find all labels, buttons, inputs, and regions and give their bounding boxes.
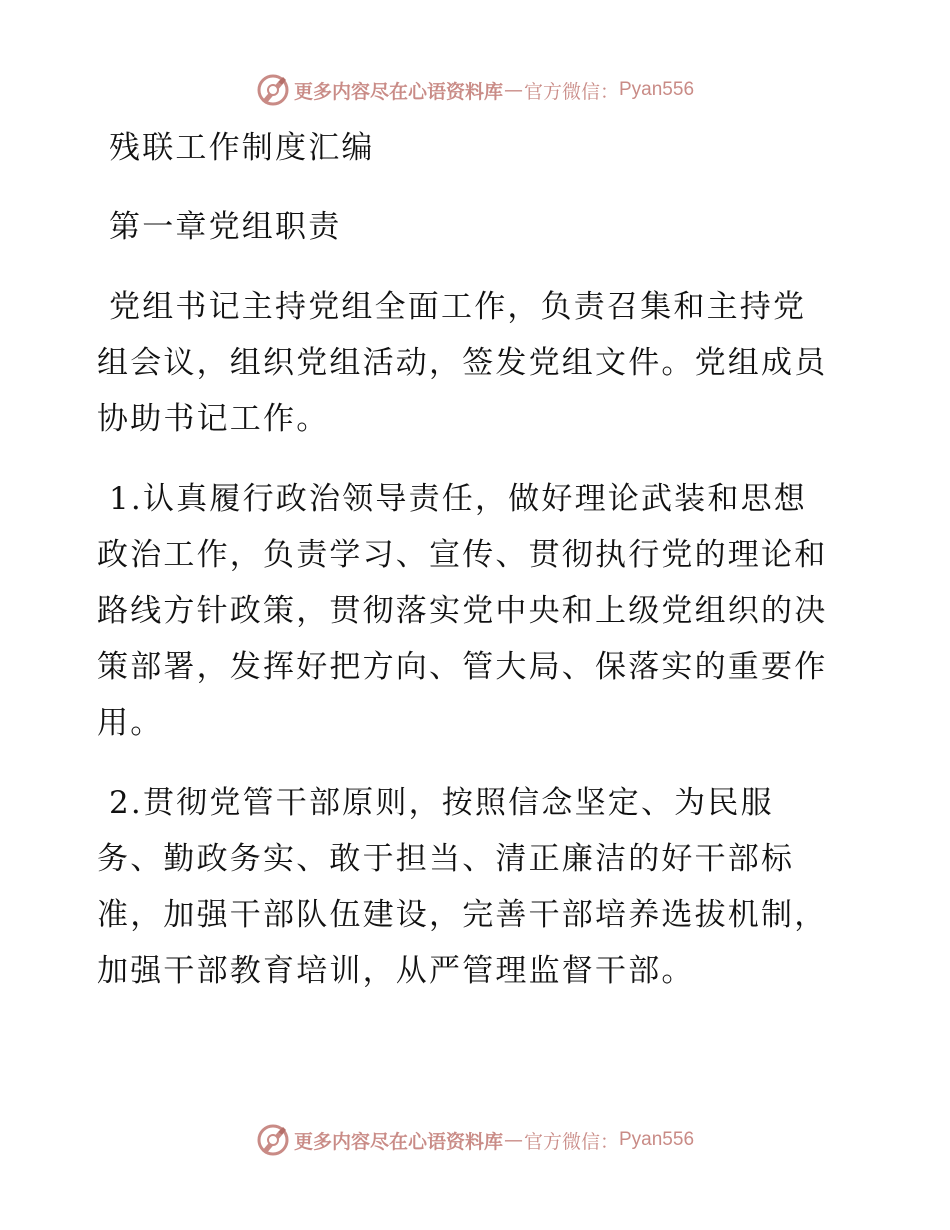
item-2-line: 加强干部教育培训，从严管理监督干部。 bbox=[97, 953, 695, 989]
footer-watermark-banner bbox=[0, 1120, 950, 1160]
banner-sub-text: 官方微信： bbox=[523, 80, 619, 103]
banner-sub-text: 官方微信： bbox=[523, 1130, 619, 1153]
item-2-line: 2.贯彻党管干部原则，按照信念坚定、为民服 bbox=[109, 785, 774, 821]
pen-logo-icon bbox=[256, 1123, 290, 1157]
item-2-paragraph bbox=[97, 775, 857, 999]
item-1-line: 1.认真履行政治领导责任，做好理论武装和思想 bbox=[109, 481, 807, 517]
banner-separator: — bbox=[503, 79, 523, 101]
chapter-heading: 第一章党组职责 bbox=[109, 209, 342, 245]
intro-line: 党组书记主持党组全面工作，负责召集和主持党 bbox=[109, 289, 807, 325]
document-title: 残联工作制度汇编 bbox=[109, 130, 375, 166]
banner-wechat-id: Pyan556 bbox=[619, 79, 695, 100]
intro-line: 组会议，组织党组活动，签发党组文件。党组成员 bbox=[97, 345, 828, 381]
intro-line: 协助书记工作。 bbox=[97, 401, 330, 437]
banner-main-text: 更多内容尽在心语资料库 bbox=[293, 80, 503, 103]
header-watermark-banner bbox=[0, 70, 950, 110]
item-1-line: 路线方针政策，贯彻落实党中央和上级党组织的决 bbox=[97, 593, 828, 629]
banner-separator: — bbox=[503, 1129, 523, 1151]
banner-main-text: 更多内容尽在心语资料库 bbox=[293, 1130, 503, 1153]
item-2-line: 务、勤政务实、敢于担当、清正廉洁的好干部标 bbox=[97, 841, 795, 877]
item-2-line: 准，加强干部队伍建设，完善干部培养选拔机制， bbox=[97, 897, 828, 933]
pen-logo-icon bbox=[256, 73, 290, 107]
item-1-paragraph bbox=[97, 471, 857, 751]
item-1-line: 用。 bbox=[97, 705, 164, 741]
intro-paragraph bbox=[97, 279, 857, 447]
item-1-line: 政治工作，负责学习、宣传、贯彻执行党的理论和 bbox=[97, 537, 828, 573]
document-body bbox=[97, 120, 857, 999]
banner-wechat-id: Pyan556 bbox=[619, 1129, 695, 1150]
item-1-line: 策部署，发挥好把方向、管大局、保落实的重要作 bbox=[97, 649, 828, 685]
